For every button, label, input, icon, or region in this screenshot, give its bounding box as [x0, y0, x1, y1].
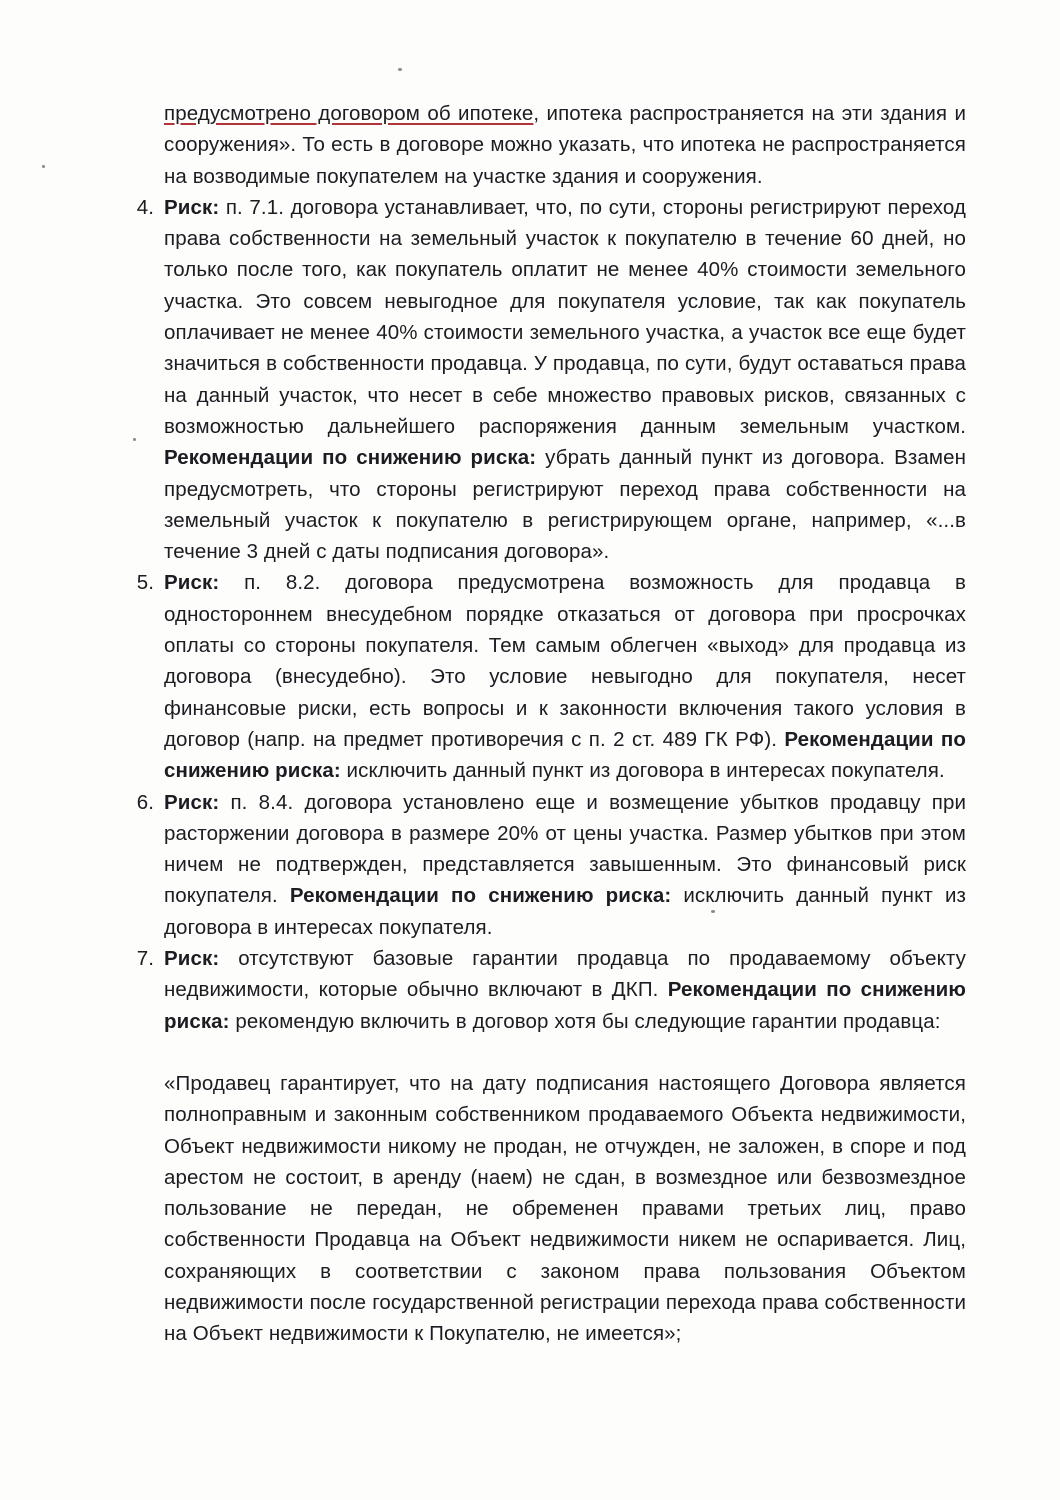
risk-label: Риск:: [164, 195, 220, 219]
list-number: 6.: [136, 790, 154, 814]
recommendation-text: убрать данный пункт из договора. Взамен предусмотреть, что стороны регистрируют переход права собственности на земельный участок к покупателю в регистрирующем органе, например, «...в течение 3 дней с даты подписания договора».: [164, 446, 967, 564]
risk-text: п. 8.2. договора предусмотрена возможность для продавца в одностороннем внесудебном порядке отказаться от договора при просрочках оплаты со стороны покупателя. Тем самым облегчен «выход» для продавца из договора (внесудебно). Это условие невыгодно для покупателя, несет финансовые риски, есть вопросы и к законности включения такого условия в договор (напр. на предмет противоречия с п. 2 ст. 489 ГК РФ).: [164, 571, 966, 751]
scan-speck: [42, 165, 45, 168]
risk-label: Риск:: [164, 571, 220, 595]
intro-paragraph: [164, 98, 966, 192]
recommendation-label: Рекомендации по снижению риска:: [164, 978, 966, 1033]
risk-text: п. 8.4. договора установлено еще и возмещение убытков продавцу при расторжении договора в размере 20% от цены участка. Размер убытков при этом ничем не подтвержден, представляется завышенным. Это финансовый риск покупателя.: [164, 790, 966, 908]
recommendation-text: рекомендую включить в договор хотя бы следующие гарантии продавца:: [229, 1009, 941, 1033]
risk-item-5: [128, 567, 966, 786]
risk-text: отсутствуют базовые гарантии продавца по продаваемому объекту недвижимости, которые обычно включают в ДКП.: [164, 947, 966, 1002]
risk-label: Риск:: [164, 790, 220, 814]
risk-text: п. 7.1. договора устанавливает, что, по сути, стороны регистрируют переход права собственности на земельный участок к покупателю в течение 60 дней, но только после того, как покупатель оплатит не менее 40% стоимости земельного участка. Это совсем невыгодное для покупателя условие, так как покупатель оплачивает не менее 40% стоимости земельного участка, а участок все еще будет значиться в собственности продавца. У продавца, по сути, будут оставаться права на данный участок, что несет в себе множество правовых рисков, связанных с возможностью дальнейшего распоряжения данным земельным участком.: [164, 195, 966, 438]
list-number: 5.: [136, 571, 154, 595]
risk-list: [128, 192, 966, 1037]
list-number: 7.: [136, 947, 154, 971]
list-number: 4.: [136, 195, 154, 219]
underlined-phrase: предусмотрено договором об ипотеке: [164, 102, 534, 125]
recommendation-label: Рекомендации по снижению риска:: [164, 727, 967, 783]
recommendation-text: исключить данный пункт из договора в интересах покупателя.: [340, 759, 945, 783]
risk-item-7: [128, 943, 966, 1037]
risk-item-4: [128, 192, 966, 568]
recommendation-label: Рекомендации по снижению риска:: [164, 446, 537, 470]
document-body: [128, 98, 966, 1350]
recommendation-label: Рекомендации по снижению риска:: [289, 884, 672, 908]
scan-speck: [398, 68, 402, 71]
recommendation-text: исключить данный пункт из договора в интересах покупателя.: [164, 884, 966, 939]
risk-item-6: [128, 787, 966, 943]
guarantee-quote: «Продавец гарантирует, что на дату подписания настоящего Договора является полноправным и законным собственником продаваемого Объекта недвижимости, Объект недвижимости никому не продан, не отчужден, не заложен, в споре и под арестом не состоит, в аренду (наем) не сдан, в возмездное или безвозмездное пользование не передан, не обременен правами третьих лиц, право собственности Продавца на Объект недвижимости никем не оспаривается. Лиц, сохраняющих в соответствии с законом права пользования Объектом недвижимости после государственной регистрации перехода права собственности на Объект недвижимости к Покупателю, не имеется»;: [164, 1071, 966, 1346]
intro-text: , ипотека распространяется на эти здания и сооружения». То есть в договоре можно указать, что ипотека не распространяется на возводимые покупателем на участке здания и сооружения.: [164, 102, 966, 188]
risk-label: Риск:: [164, 947, 220, 971]
